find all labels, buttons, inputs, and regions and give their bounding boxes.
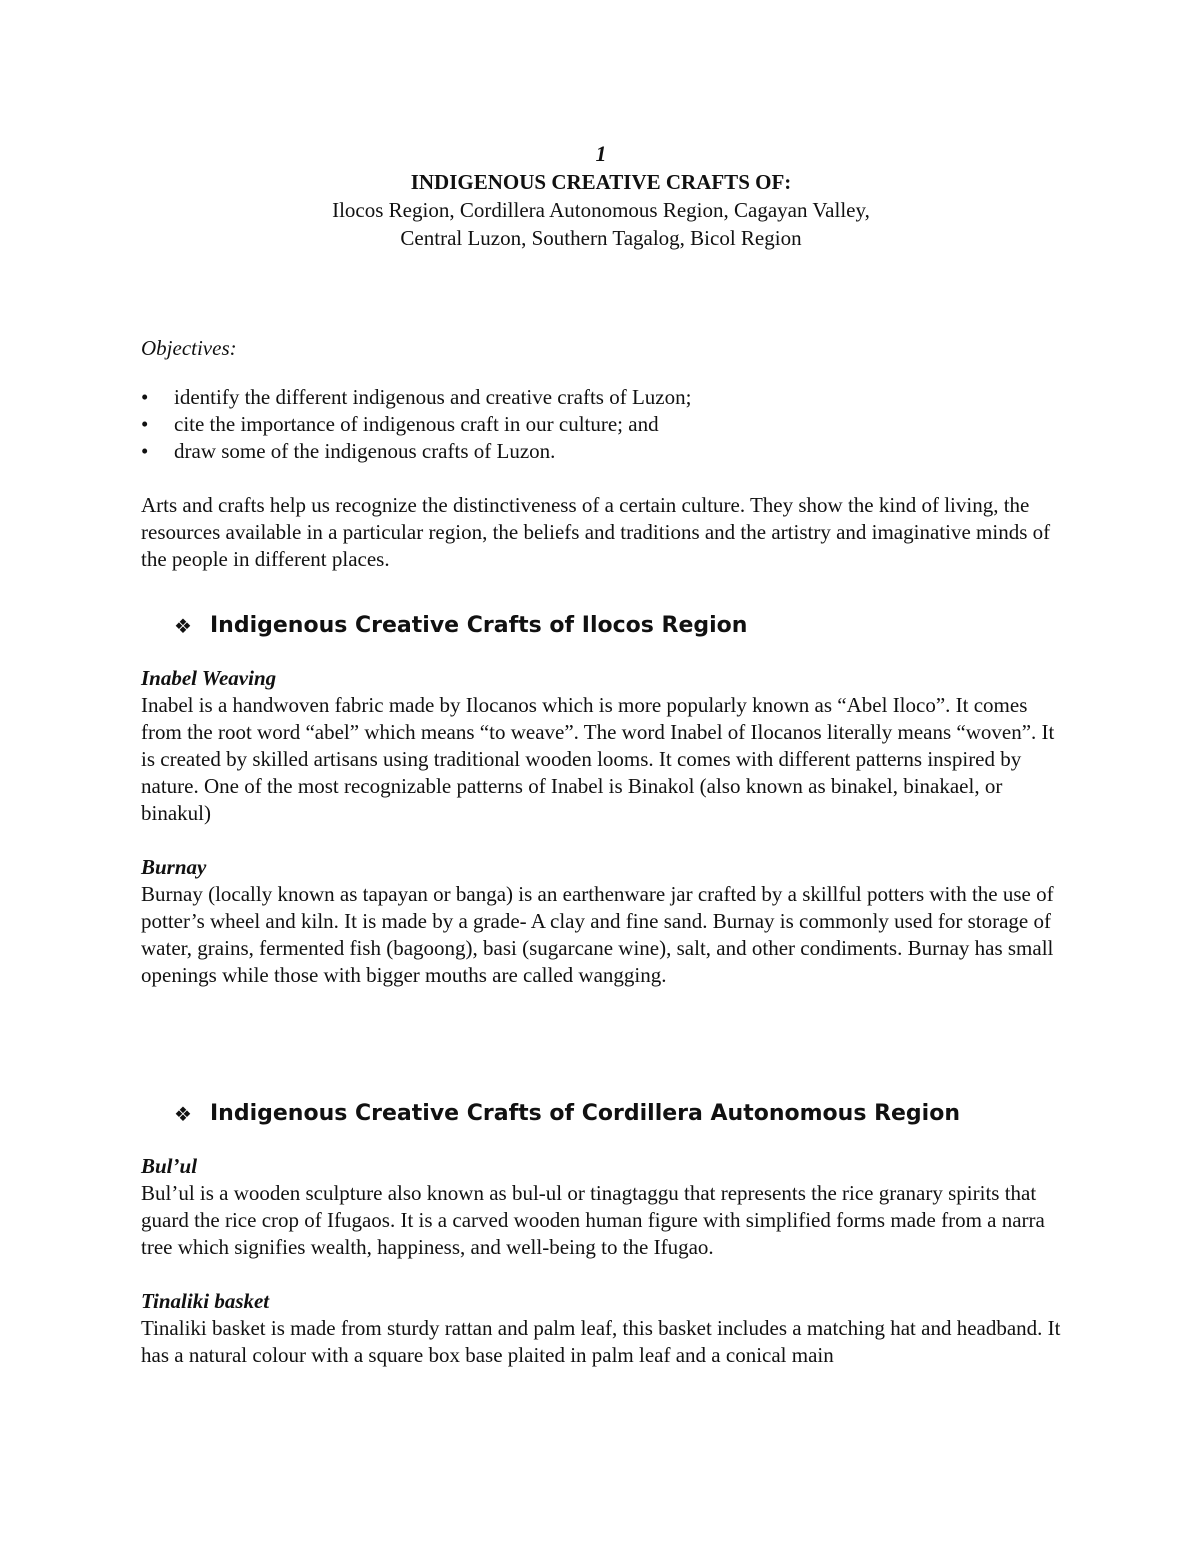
- bullet-icon: •: [141, 385, 149, 409]
- objective-text: draw some of the indigenous crafts of Luzon.: [174, 439, 556, 463]
- item-title-tinaliki-basket: Tinaliki basket: [141, 1289, 270, 1313]
- objectives-list: [141, 384, 1061, 465]
- list-item: [141, 438, 1061, 465]
- page-number: 1: [595, 141, 607, 166]
- objectives-label: Objectives:: [141, 336, 237, 360]
- diamond-bullet-icon: ❖: [174, 614, 192, 638]
- section-heading-text: Indigenous Creative Crafts of Ilocos Region: [210, 613, 748, 638]
- item-text-inabel-weaving: Inabel is a handwoven fabric made by Ilocanos which is more popularly known as “Abel Iloco”. It comes from the root word “abel” which means “to weave”. The word Inabel of Ilocanos literally means “woven”. It is created by skilled artisans using traditional wooden looms. It comes with different patterns inspired by nature. One of the most recognizable patterns of Inabel is Binakol (also known as binakel, binakael, or binakul): [141, 693, 1055, 825]
- objective-text: identify the different indigenous and creative crafts of Luzon;: [174, 385, 692, 409]
- bullet-icon: •: [141, 412, 149, 436]
- bullet-icon: •: [141, 439, 149, 463]
- document-page: [141, 140, 1061, 1369]
- list-item: [141, 384, 1061, 411]
- item-text-tinaliki-basket: Tinaliki basket is made from sturdy rattan and palm leaf, this basket includes a matching hat and headband. It has a natural colour with a square box base plaited in palm leaf and a conical main: [141, 1316, 1061, 1367]
- item-title-burnay: Burnay: [141, 855, 207, 879]
- item-title-bulul: Bul’ul: [141, 1154, 198, 1178]
- item-text-bulul: Bul’ul is a wooden sculpture also known as bul-ul or tinagtaggu that represents the rice granary spirits that guard the rice crop of Ifugaos. It is a carved wooden human figure with simplified forms made from a narra tree which signifies wealth, happiness, and well-being to the Ifugao.: [141, 1181, 1045, 1259]
- section-heading-cordillera: [174, 1099, 1061, 1129]
- objective-text: cite the importance of indigenous craft in our culture; and: [174, 412, 659, 436]
- subtitle-line-2: Central Luzon, Southern Tagalog, Bicol Region: [400, 226, 802, 250]
- intro-paragraph: Arts and crafts help us recognize the distinctiveness of a certain culture. They show the kind of living, the resources available in a particular region, the beliefs and traditions and the artistry and imaginative minds of the people in different places.: [141, 493, 1051, 571]
- document-title: INDIGENOUS CREATIVE CRAFTS OF:: [410, 170, 792, 194]
- item-title-inabel-weaving: Inabel Weaving: [141, 666, 277, 690]
- section-heading-text: Indigenous Creative Crafts of Cordillera Autonomous Region: [210, 1101, 960, 1126]
- section-heading-ilocos: [174, 611, 1061, 641]
- list-item: [141, 411, 1061, 438]
- subtitle-line-1: Ilocos Region, Cordillera Autonomous Region, Cagayan Valley,: [332, 198, 870, 222]
- diamond-bullet-icon: ❖: [174, 1102, 192, 1126]
- item-text-burnay: Burnay (locally known as tapayan or banga) is an earthenware jar crafted by a skillful potters with the use of potter’s wheel and kiln. It is made by a grade- A clay and fine sand. Burnay is commonly used for storage of water, grains, fermented fish (bagoong), basi (sugarcane wine), salt, and other condiments. Burnay has small openings while those with bigger mouths are called wangging.: [141, 882, 1054, 987]
